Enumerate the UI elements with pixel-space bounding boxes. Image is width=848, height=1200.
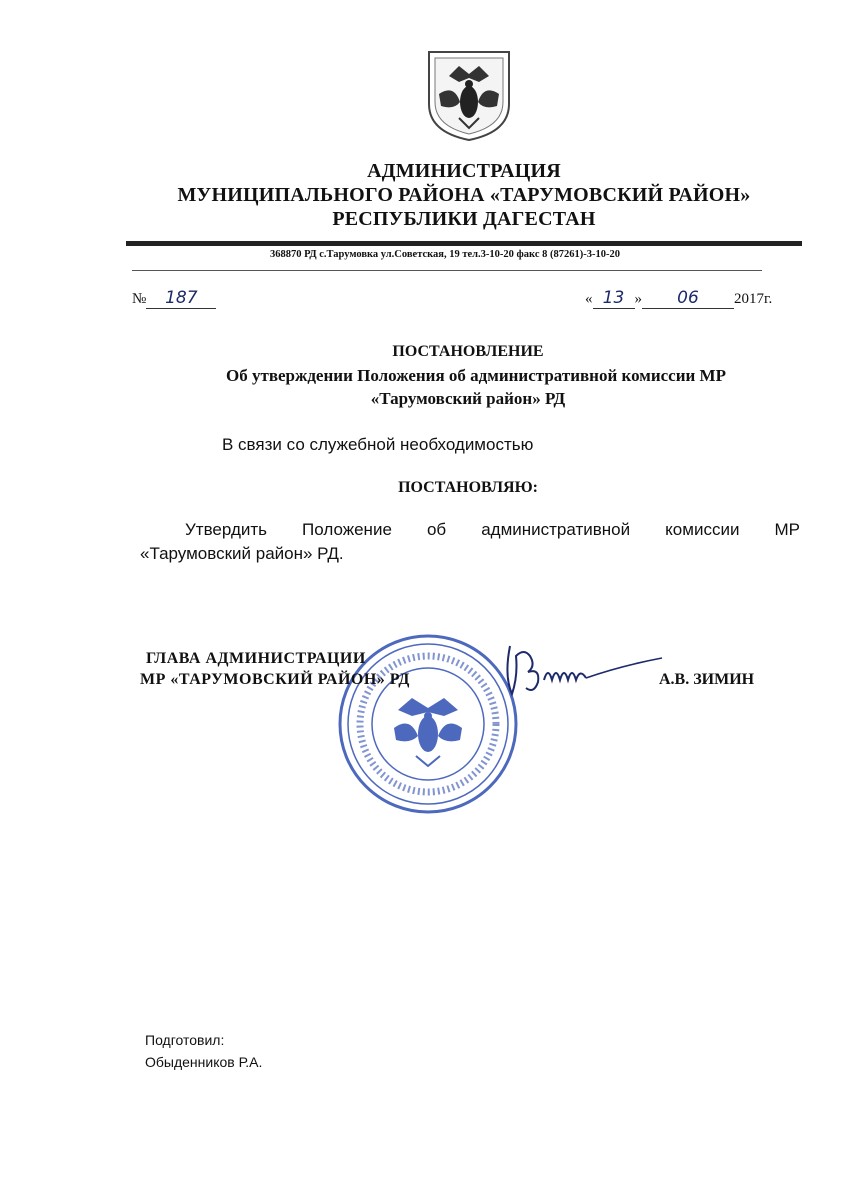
signer-name: А.В. ЗИМИН [659,671,755,688]
document-title-line-2: «Тарумовский район» РД [370,389,566,408]
date-day: 13 [593,288,635,309]
date-close-quote: » [634,291,642,307]
address-line: 368870 РД с.Тарумовка ул.Советская, 19 тел.3-10-20 факс 8 (87261)-3-10-20 [270,249,620,260]
header-line-3: РЕСПУБЛИКИ ДАГЕСТАН [332,208,596,230]
coat-of-arms-emblem [419,44,519,144]
document-title-line-1: Об утверждении Положения об административной комиссии МР [226,366,726,385]
handwritten-signature [490,636,670,706]
body-line-1: Утвердить Положение об административной комиссии МР [185,520,800,539]
header-line-2: МУНИЦИПАЛЬНОГО РАЙОНА «ТАРУМОВСКИЙ РАЙОН» [177,184,751,206]
document-number [132,288,216,309]
header-divider [126,241,802,246]
preamble: В связи со служебной необходимостью [222,435,534,454]
resolve-heading: ПОСТАНОВЛЯЮ: [398,479,538,496]
date-year: 2017г. [734,291,773,307]
prepared-by-label: Подготовил: [145,1032,225,1048]
signer-position-line-2: МР «ТАРУМОВСКИЙ РАЙОН» РД [140,671,410,688]
number-value: 187 [146,288,216,309]
document-date [585,288,772,309]
signer-position-line-1: ГЛАВА АДМИНИСТРАЦИИ [146,650,366,667]
header-line-1: АДМИНИСТРАЦИЯ [367,160,561,182]
body-line-2: «Тарумовский район» РД. [140,544,344,563]
date-month: 06 [642,288,734,309]
prepared-by-name: Обыденников Р.А. [145,1054,263,1070]
address-divider [132,270,762,271]
document-type: ПОСТАНОВЛЕНИЕ [392,343,544,360]
date-open-quote: « [585,291,593,307]
number-label: № [132,291,147,307]
